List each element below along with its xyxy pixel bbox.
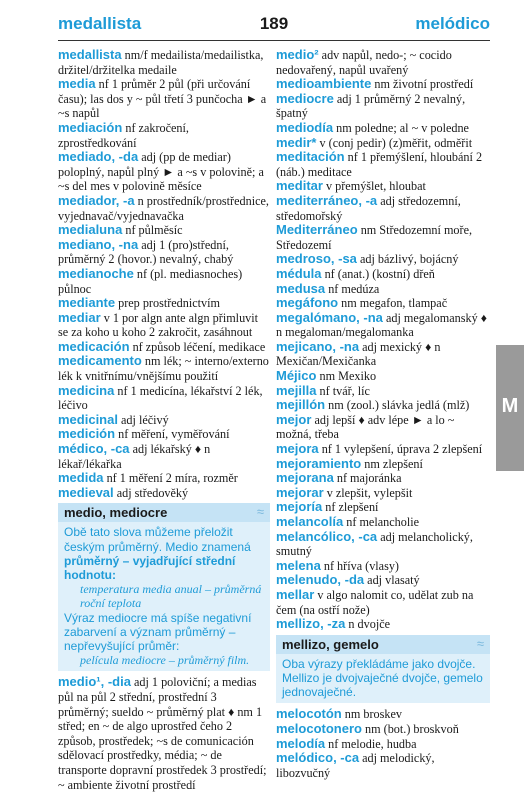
header-left-guideword: medallista [58, 14, 142, 33]
dictionary-entry [276, 121, 490, 136]
page-number: 189 [259, 14, 289, 33]
dictionary-entry [276, 267, 490, 282]
definition: adj vlasatý [364, 573, 420, 588]
dictionary-entry [276, 282, 490, 297]
dictionary-entry [276, 340, 490, 369]
definition: n dvojče [345, 617, 391, 632]
dictionary-entry [276, 515, 490, 530]
definition: nf půlměsíc [122, 223, 183, 238]
headword: mejor [276, 411, 312, 427]
dictionary-entry [58, 413, 270, 428]
definition: nf melancholie [343, 515, 420, 529]
headword: medialuna [58, 222, 123, 238]
dictionary-entry [276, 223, 490, 252]
dictionary-entry [276, 136, 490, 151]
dictionary-entry [58, 486, 270, 501]
page-header [58, 14, 490, 38]
definition: v přemýšlet, hloubat [322, 179, 426, 194]
headword: mejoramiento [276, 455, 362, 471]
dictionary-entry [58, 267, 270, 296]
headword: medir* [276, 134, 317, 150]
dictionary-entry [276, 530, 490, 559]
definition: adj melodický, libozvučný [276, 751, 435, 780]
headword: medio² [276, 47, 319, 62]
definition: n prostředník/prostřednice, vyjednavač/vyjednavačka [58, 193, 269, 223]
definition: v (conj pedir) (z)měřit, odměřit [316, 135, 473, 150]
headword: mejorar [276, 484, 324, 500]
headword: melódico, -ca [276, 750, 360, 766]
definition: prep prostřednictvím [115, 296, 220, 311]
definition: adj 1 (pro)střední, průměrný 2 (hovor.) nevalný, chabý [58, 237, 234, 267]
dictionary-entry [58, 223, 270, 238]
headword: mejilla [276, 382, 317, 398]
headword: medusa [276, 280, 326, 296]
dictionary-entry [276, 311, 490, 340]
definition: nm/f medailista/medailistka, držitel/držitelka medaile [58, 48, 264, 77]
definition: nf 1 měření 2 míra, rozměr [103, 471, 238, 486]
dictionary-entry [58, 77, 270, 121]
definition: nf tvář, líc [316, 383, 370, 398]
dictionary-entry [58, 471, 270, 486]
dictionary-entry [58, 675, 270, 792]
headword: meditación [276, 149, 345, 165]
headword: mejicano, -na [276, 338, 360, 354]
note-title: mellizo, gemelo ≈ [276, 635, 490, 654]
dictionary-entry [58, 150, 270, 194]
definition: adj megalomanský ♦ n megaloman/megalomanka [276, 310, 487, 340]
right-entries-2 [276, 707, 490, 780]
headword: mediodía [276, 119, 334, 135]
definition: adj středozemní, středomořský [276, 193, 461, 223]
headword: melena [276, 557, 321, 573]
definition: nf hříva (vlasy) [320, 558, 399, 573]
definition: adj 1 průměrný 2 nevalný, špatný [276, 91, 466, 121]
headword: mediterráneo, -a [276, 192, 378, 208]
note-title: medio, mediocre ≈ [58, 503, 270, 522]
definition: adj středověký [113, 485, 189, 500]
headword: mediar [58, 309, 101, 325]
definition: v algo nalomit co, udělat zub na čem (na ostří nože) [276, 587, 474, 617]
wave-icon: ≈ [256, 504, 264, 520]
left-entries-2 [58, 675, 270, 792]
dictionary-entry [58, 384, 270, 413]
dictionary-entry [276, 442, 490, 457]
headword: Mediterráneo [276, 222, 358, 238]
usage-note-mellizo [276, 635, 490, 704]
dictionary-entry [276, 384, 490, 399]
left-column [58, 48, 270, 792]
definition: nf (pl. mediasnoches) půlnoc [58, 266, 243, 296]
definition: adj melancholický, smutný [276, 529, 473, 559]
headword: mediación [58, 119, 123, 135]
note-line: Obě tato slova můžeme přeložit českým průměrný. Medio znamená [64, 525, 251, 554]
dictionary-entry [58, 340, 270, 355]
header-right-guideword: melódico [415, 14, 490, 33]
dictionary-entry [58, 311, 270, 340]
definition: nf způsob léčení, medikace [129, 339, 266, 354]
dictionary-entry [276, 296, 490, 311]
dictionary-entry [58, 427, 270, 442]
dictionary-entry [58, 194, 270, 223]
note-line: průměrný – vyjadřující střední hodnotu: [64, 553, 236, 583]
headword: medicación [58, 338, 130, 354]
dictionary-entry [276, 707, 490, 722]
headword: mellar [276, 586, 315, 602]
definition: nm (zool.) slávka jedlá (mlž) [325, 398, 470, 413]
note-body: Oba výrazy překládáme jako dvojče. Mellizo je dvojvaječné dvojče, gemelo jednovaječné. [282, 656, 483, 700]
note-body [58, 522, 270, 667]
left-entries [58, 48, 270, 500]
headword: melocotón [276, 706, 342, 722]
dictionary-entry [58, 121, 270, 150]
headword: mediante [58, 295, 116, 311]
right-entries [276, 48, 490, 632]
dictionary-entry [58, 48, 270, 77]
dictionary-entry [58, 354, 270, 383]
header-rule [58, 40, 490, 41]
definition: nm Mexiko [316, 369, 377, 384]
headword: medicinal [58, 411, 118, 427]
definition: v 1 por algn ante algn přimluvit se za koho u koho 2 zakročit, zasáhnout [58, 310, 259, 340]
definition: adj lepší ♦ adv lépe ► a lo ~ možná, třeba [276, 412, 455, 442]
headword: medroso, -sa [276, 251, 357, 267]
dictionary-entry [276, 194, 490, 223]
dictionary-entry [276, 252, 490, 267]
headword: melodía [276, 735, 326, 751]
definition: nf 1 průměr 2 půl (při určování času); las dos y ~ půl třetí 3 punčocha ► a ~s napůl [58, 77, 267, 121]
dictionary-entry [276, 486, 490, 501]
headword: medición [58, 426, 116, 442]
usage-note-medio [58, 503, 270, 671]
definition: nm broskev [341, 707, 402, 722]
dictionary-entry [276, 722, 490, 737]
headword: mellizo, -za [276, 616, 346, 632]
headword: medida [58, 470, 104, 486]
dictionary-entry [276, 413, 490, 442]
headword: medianoche [58, 265, 134, 281]
definition: adj 1 poloviční; a medias půl na půl 2 střední, prostřední 3 průměrný; sueldo ~ průměrný plat ♦ nm 1 střed; en ~ de algo uprostřed čeho 2 způsob, prostředek; ~s de comunicación sdělovací prostředky, média; ~ de transporte dopravní prostředek 3 prostředí; ~ ambiente životní prostředí [58, 675, 267, 792]
definition: adj mexický ♦ n Mexičan/Mexičanka [276, 339, 441, 369]
definition: nf 1 medicína, lékařství 2 lék, léčivo [58, 383, 263, 413]
dictionary-entry [276, 457, 490, 472]
definition: nm Středozemní moře, Středozemí [276, 223, 473, 252]
headword: melenudo, -da [276, 572, 365, 588]
headword: mejillón [276, 397, 326, 413]
dictionary-entry [58, 238, 270, 267]
definition: adj bázlivý, bojácný [356, 252, 459, 267]
definition: nm lék; ~ interno/externo lék k vnitřnímu/vnějšímu použití [58, 354, 269, 384]
dictionary-entry [276, 92, 490, 121]
definition: nf 1 vylepšení, úprava 2 zlepšení [318, 442, 483, 457]
headword: megáfono [276, 295, 339, 311]
definition: nf (anat.) (kostní) dřeň [321, 266, 435, 281]
definition: nf zlepšení [322, 500, 379, 515]
headword: medicamento [58, 353, 142, 369]
dictionary-entry [276, 737, 490, 752]
dictionary-entry [276, 617, 490, 632]
dictionary-entry [276, 471, 490, 486]
headword: medicina [58, 382, 115, 398]
headword: mediador, -a [58, 192, 135, 208]
dictionary-entry [276, 500, 490, 515]
definition: adj léčivý [117, 412, 169, 427]
headword: medio¹, -dia [58, 674, 131, 690]
definition: nf měření, vyměřování [115, 427, 230, 442]
dictionary-entry [276, 369, 490, 384]
headword: mediocre [276, 90, 334, 106]
definition: nf medúza [325, 281, 380, 296]
definition: adj lékařský ♦ n lékař/lékařka [58, 442, 211, 471]
right-column [276, 48, 490, 780]
dictionary-entry [276, 77, 490, 92]
definition: nm megafon, tlampač [338, 296, 448, 311]
dictionary-entry [276, 48, 490, 77]
definition: nf 1 přemýšlení, hloubání 2 (náb.) meditace [276, 150, 483, 179]
definition: nm poledne; al ~ v poledne [333, 120, 469, 135]
headword: médico, -ca [58, 441, 130, 457]
dictionary-entry [276, 573, 490, 588]
definition: nf majoránka [333, 471, 402, 486]
definition: nm (bot.) broskvoň [361, 721, 459, 736]
definition: nf zakročení, zprostředkování [58, 120, 189, 150]
headword: mediado, -da [58, 149, 139, 165]
headword: medieval [58, 484, 114, 500]
headword: médula [276, 265, 322, 281]
dictionary-entry [276, 150, 490, 179]
dictionary-entry [276, 751, 490, 780]
definition: nm zlepšení [361, 456, 423, 471]
dictionary-entry [58, 296, 270, 311]
definition: adv napůl, nedo-; ~ cocido nedovařený, napůl uvařený [276, 48, 452, 77]
headword: medallista [58, 47, 122, 62]
dictionary-entry [276, 559, 490, 574]
headword: Méjico [276, 368, 317, 384]
wave-icon: ≈ [476, 635, 484, 651]
letter-thumb-tab[interactable]: M [496, 345, 524, 471]
headword: melocotonero [276, 720, 362, 736]
headword: media [58, 76, 96, 92]
headword: megalómano, -na [276, 309, 383, 325]
headword: meditar [276, 178, 323, 194]
definition: nm životní prostředí [371, 77, 474, 92]
headword: melancólico, -ca [276, 528, 378, 544]
headword: mejora [276, 441, 319, 457]
dictionary-entry [276, 179, 490, 194]
headword: mejorana [276, 470, 334, 486]
dictionary-entry [58, 442, 270, 471]
headword: mediano, -na [58, 236, 139, 252]
note-example: temperatura media anual – průměrná roční teplota [80, 582, 262, 611]
headword: medioambiente [276, 76, 372, 92]
note-example: película mediocre – průměrný film. [80, 653, 250, 668]
definition: nf melodie, hudba [325, 736, 417, 751]
headword: melancolía [276, 514, 344, 529]
note-line: Výraz mediocre má spíše negativní zabarvení a význam průměrný – nepřevyšující průměr: [64, 610, 252, 654]
headword: mejoría [276, 499, 323, 515]
definition: v zlepšit, vylepšit [323, 485, 413, 500]
dictionary-entry [276, 398, 490, 413]
dictionary-entry [276, 588, 490, 617]
definition: adj (pp de mediar) poloplný, napůl plný ► a ~s v polovině; a ~s del mes v polovině měsíce [58, 150, 264, 194]
